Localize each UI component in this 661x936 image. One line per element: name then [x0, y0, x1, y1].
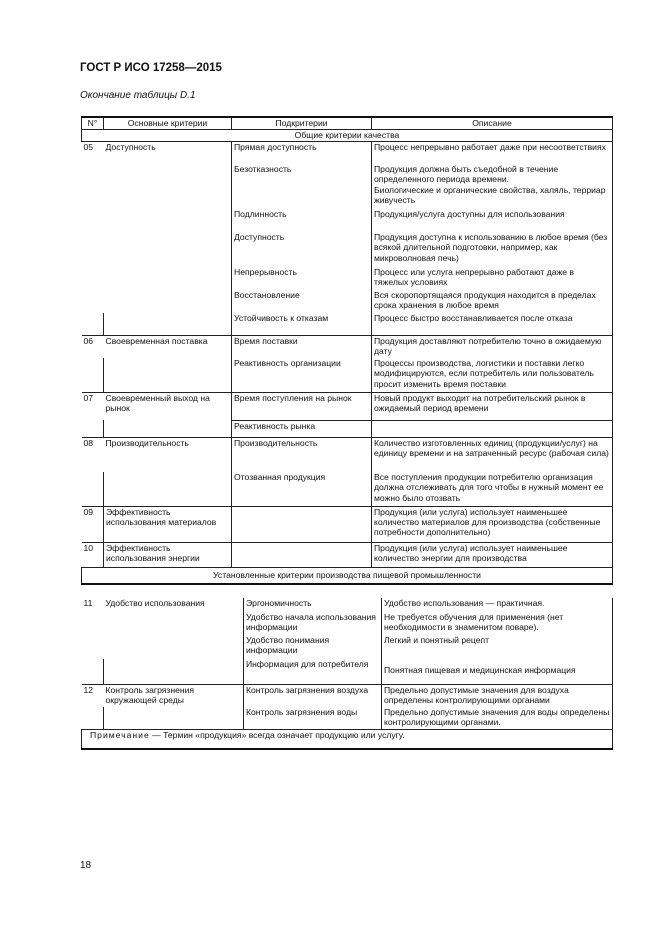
row-sub	[232, 542, 372, 567]
row-num: 11	[83, 598, 93, 608]
row-sub: Информация для потребителя	[244, 659, 382, 684]
row-main: Своевременный выход на рынок	[105, 392, 210, 413]
table-row	[82, 659, 613, 684]
row-main: Производительность	[105, 437, 189, 448]
table-row	[82, 420, 613, 437]
row-desc: Продукция (или услуга) использует наименьшее количество материалов для производства (собственные потребности дополнительно)	[372, 506, 613, 542]
row-desc: Процесс быстро восстанавливается после отказа	[372, 313, 613, 335]
table-row	[82, 290, 613, 313]
table-row	[82, 542, 613, 567]
criteria-table	[81, 116, 613, 585]
row-sub: Контроль загрязнения воды	[244, 707, 382, 729]
table-row	[82, 684, 613, 707]
row-num: 12	[83, 684, 94, 695]
note-text: — Термин «продукция» всегда означает продукцию или услугу.	[149, 729, 405, 740]
row-num: 10	[82, 542, 104, 567]
row-main: Своевременная поставка	[105, 335, 208, 346]
row-desc: Новый продукт выходит на потребительский рынок в ожидаемый период времени	[372, 392, 613, 420]
section-title: Общие критерии качества	[82, 129, 613, 141]
table-row	[82, 358, 613, 392]
row-sub: Безотказность	[232, 164, 372, 209]
row-sub: Доступность	[232, 232, 372, 267]
row-desc: Продукция/услуга доступны для использования	[372, 209, 613, 232]
col-header-num: N°	[82, 117, 104, 129]
row-main: Эффективность использования энергии	[104, 542, 232, 567]
row-sub: Эргономичность	[244, 598, 382, 612]
row-num: 05	[83, 141, 94, 152]
row-num: 07	[83, 392, 94, 403]
row-desc: Не требуется обучения для применения (нет необходимости в знаменитом поваре).	[382, 612, 613, 635]
table-row	[82, 635, 613, 659]
row-sub	[232, 506, 372, 542]
row-desc: Вся скоропортящаяся продукция находится в пределах срока хранения в любое время	[372, 290, 613, 313]
row-sub: Время поставки	[232, 335, 372, 358]
criteria-table-part2	[81, 598, 613, 750]
table-row	[82, 506, 613, 542]
table-caption: Окончание таблицы D.1	[80, 90, 196, 101]
row-desc: Количество изготовленных единиц (продукции/услуг) на единицу времени и на затраченный ресурс (рабочая сила)	[372, 437, 613, 472]
table-header-row	[82, 117, 613, 129]
row-desc: Процессы производства, логистики и поставки легко модифицируются, если потребитель или пользователь просит изменить время поставки	[372, 358, 613, 392]
row-sub: Устойчивость к отказам	[232, 313, 372, 335]
col-header-sub: Подкритерии	[232, 117, 372, 129]
table-row	[82, 313, 613, 335]
row-sub: Время поступления на рынок	[232, 392, 372, 420]
table-row	[82, 209, 613, 232]
row-sub: Удобство начала использования информации	[244, 612, 382, 635]
row-sub: Подлинность	[232, 209, 372, 232]
row-desc: Все поступления продукции потребителю организация должна отслеживать для того чтобы в нужный момент ее можно было отозвать	[372, 472, 613, 506]
row-sub: Удобство понимания информации	[244, 635, 382, 659]
table-row	[82, 232, 613, 267]
row-sub: Непрерывность	[232, 267, 372, 290]
row-sub: Производительность	[232, 437, 372, 472]
row-desc: Продукция доставляют потребителю точно в ожидаемую дату	[372, 335, 613, 358]
table-row	[82, 392, 613, 420]
section-row-general	[82, 129, 613, 141]
row-desc: Понятная пищевая и медицинская информация	[382, 659, 613, 684]
table-row	[82, 267, 613, 290]
row-sub: Восстановление	[232, 290, 372, 313]
row-desc: Предельно допустимые значения для воздуха определены контролирующими органами	[382, 684, 613, 707]
table-row	[82, 472, 613, 506]
row-sub: Реактивность рынка	[232, 420, 372, 437]
page-number: 18	[80, 860, 92, 871]
row-desc: Продукция (или услуга) использует наименьшее количество энергии для производства	[372, 542, 613, 567]
document-header: ГОСТ Р ИСО 17258—2015	[80, 62, 222, 74]
row-desc: Предельно допустимые значения для воды определены контролирующими органами.	[382, 707, 613, 729]
col-header-main: Основные критерии	[104, 117, 232, 129]
table-row	[82, 598, 613, 612]
table-row	[82, 164, 613, 209]
row-desc: Продукция доступна к использованию в любое время (без всякой длительной подготовки, например, как микроволновая печь)	[372, 232, 613, 267]
row-sub: Отозванная продукция	[232, 472, 372, 506]
row-num: 08	[83, 437, 94, 448]
row-desc: Продукция должна быть съедобной в течение определенного периода времени. Биологические и органические свойства, халяль, терриар живучесть	[372, 164, 613, 209]
section-title: Установленные критерии производства пищевой промышленности	[82, 567, 613, 584]
note-label: Примечание	[90, 729, 150, 740]
row-desc: Удобство использования — практичная.	[382, 598, 613, 612]
row-desc	[372, 420, 613, 437]
table-row	[82, 335, 613, 358]
table-row	[82, 707, 613, 729]
row-main: Эффективность использования материалов	[104, 506, 232, 542]
col-header-desc: Описание	[372, 117, 613, 129]
row-sub: Реактивность организации	[232, 358, 372, 392]
table-row	[82, 612, 613, 635]
row-main: Контроль загрязнения окружающей среды	[105, 684, 195, 705]
row-main: Удобство использования	[105, 598, 205, 608]
table-row	[82, 437, 613, 472]
row-desc: Процесс или услуга непрерывно работают даже в тяжелых условиях	[372, 267, 613, 290]
row-num: 09	[82, 506, 104, 542]
row-sub: Прямая доступность	[232, 141, 372, 164]
note-row	[82, 729, 613, 749]
row-num: 06	[83, 335, 94, 346]
row-desc: Легкий и понятный рецепт	[382, 635, 613, 659]
row-desc: Процесс непрерывно работает даже при несоответствиях	[372, 141, 613, 164]
row-sub: Контроль загрязнения воздуха	[244, 684, 382, 707]
row-main: Доступность	[105, 141, 156, 152]
table-row	[82, 141, 613, 164]
section-row-food	[82, 567, 613, 584]
